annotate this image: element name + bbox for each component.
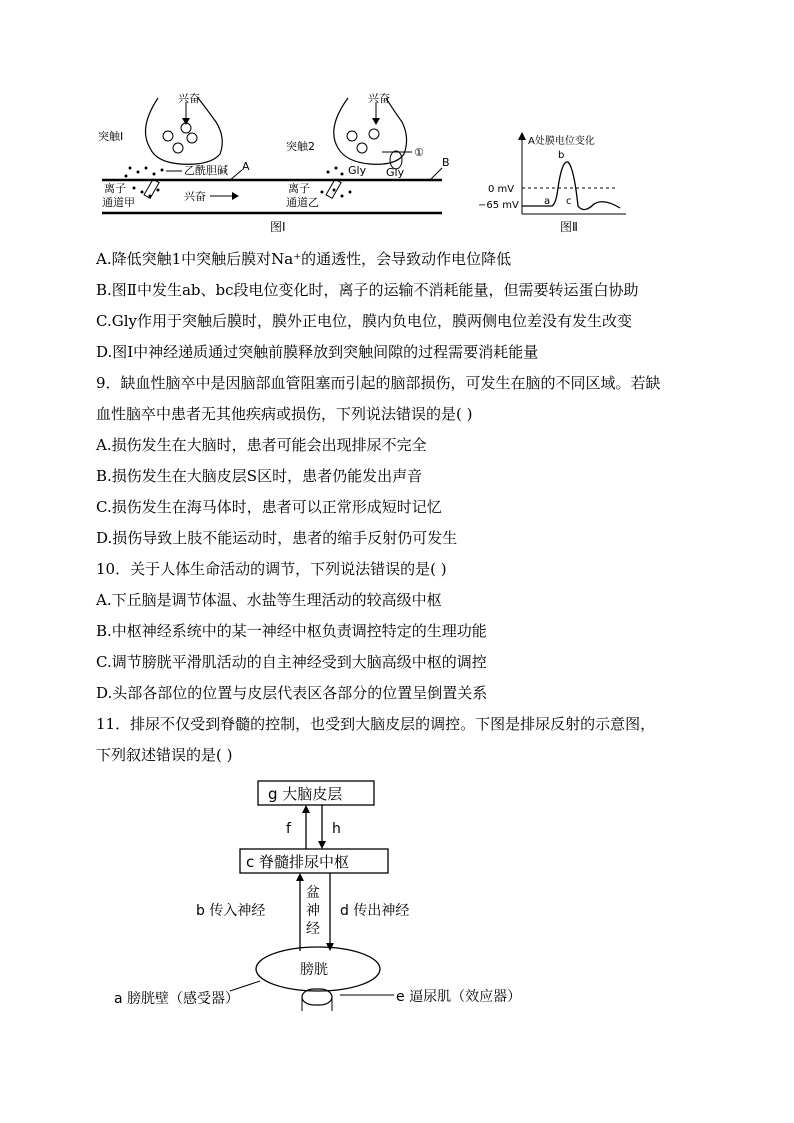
ion-channel-b-line1: 离子 [288,182,310,195]
receptor-pointer [230,981,260,991]
gly-label-2: Gly [386,166,405,179]
arrow-head [518,132,526,140]
excite-label: 兴奋 [178,92,200,105]
micturition-reflex-diagram [100,775,580,1015]
point-a: a [544,196,551,207]
label-B-pointer [430,168,442,180]
arrow-head [302,805,310,813]
text-line: D.损伤导致上肢不能运动时，患者的缩手反射仍可发生 [96,529,458,547]
text-line: D.头部各部位的位置与皮层代表区各部分的位置呈倒置关系 [96,684,488,702]
arrow-head [232,192,239,200]
vesicle [369,129,379,139]
synapse2-label: 突触2 [286,140,315,153]
pelvic-char-1: 盆 [306,885,320,901]
cortex-label: g 大脑皮层 [268,785,343,803]
label-A-pointer [230,170,242,180]
ach-label: 乙酰胆碱 [184,164,228,177]
effector-label: e 逼尿肌（效应器） [396,989,522,1005]
arrow-head [296,873,304,881]
label-B: B [442,156,450,169]
spinal-label: c 脊髓排尿中枢 [246,853,350,871]
ion-channel-a-line1: 离子 [104,182,126,195]
text-line: A.下丘脑是调节体温、水盐等生理活动的较高级中枢 [96,591,442,609]
text-line: B.中枢神经系统中的某一神经中枢负责调控特定的生理功能 [96,622,487,640]
synapse-figure [90,88,650,238]
arrow-head [372,118,380,125]
excite-arrow-label: 兴奋 [184,190,206,203]
efferent-label: d 传出神经 [340,903,410,919]
receptor-label: a 膀胱壁（感受器） [114,991,240,1007]
text-line: A.损伤发生在大脑时，患者可能会出现排尿不完全 [96,436,427,454]
text-line: B.损伤发生在大脑皮层S区时，患者仍能发出声音 [96,467,423,485]
ion-channel-a [144,179,159,198]
ion-channel-b-line2: 通道乙 [286,196,319,209]
vesicle [173,143,183,153]
excite-label-2: 兴奋 [368,92,390,105]
text-line: B.图Ⅱ中发生ab、bc段电位变化时，离子的运输不消耗能量，但需要转运蛋白协助 [96,281,639,299]
text-line: C.损伤发生在海马体时，患者可以正常形成短时记忆 [96,498,442,516]
question-10: 10．关于人体生命活动的调节，下列说法错误的是( ) [96,560,447,578]
circle-1-label: ① [414,146,424,159]
ion-channel-a-line2: 通道甲 [102,196,135,209]
pelvic-char-2: 神 [306,903,320,919]
figure2-caption: 图Ⅱ [560,220,578,234]
point-c: c [566,196,572,207]
text-line: 血性脑卒中患者无其他疾病或损伤，下列说法错误的是( ) [96,405,473,423]
vesicle [187,133,197,143]
synapse1-label: 突触Ⅰ [98,130,124,143]
question-text [96,244,736,771]
point-b: b [558,150,565,161]
question-9: 9．缺血性脑卒中是因脑部血管阻塞而引起的脑部损伤，可发生在脑的不同区域。若缺 [96,374,661,392]
label-A: A [242,160,250,173]
text-line: C.Gly作用于突触后膜时，膜外正电位，膜内负电位，膜两侧电位差没有发生改变 [96,312,632,330]
text-line: A.降低突触1中突触后膜对Na⁺的通透性，会导致动作电位降低 [96,250,512,268]
text-line: 下列叙述错误的是( ) [96,746,233,764]
pelvic-char-3: 经 [306,921,320,937]
afferent-label: b 传入神经 [196,903,266,919]
gly-dots [321,167,352,198]
label-f: f [286,821,291,837]
y-label-minus65: −65 mV [478,200,519,211]
bladder-label: 膀胱 [300,962,328,978]
gly-label-1: Gly [348,164,367,177]
figure1-caption: 图Ⅰ [270,220,286,234]
graph-title: A处膜电位变化 [528,136,595,147]
question-11: 11．排尿不仅受到脊髓的控制，也受到大脑皮层的调控。下图是排尿反射的示意图， [96,715,656,733]
text-line: C.调节膀胱平滑肌活动的自主神经受到大脑高级中枢的调控 [96,653,487,671]
text-line: D.图Ⅰ中神经递质通过突触前膜释放到突触间隙的过程需要消耗能量 [96,343,539,361]
synapse1-terminal [146,98,223,164]
vesicle [347,131,357,141]
arrow-head [318,841,326,849]
y-label-0mv: 0 mV [488,184,515,195]
vesicle [357,143,367,153]
label-h: h [332,821,341,837]
vesicle [163,131,173,141]
